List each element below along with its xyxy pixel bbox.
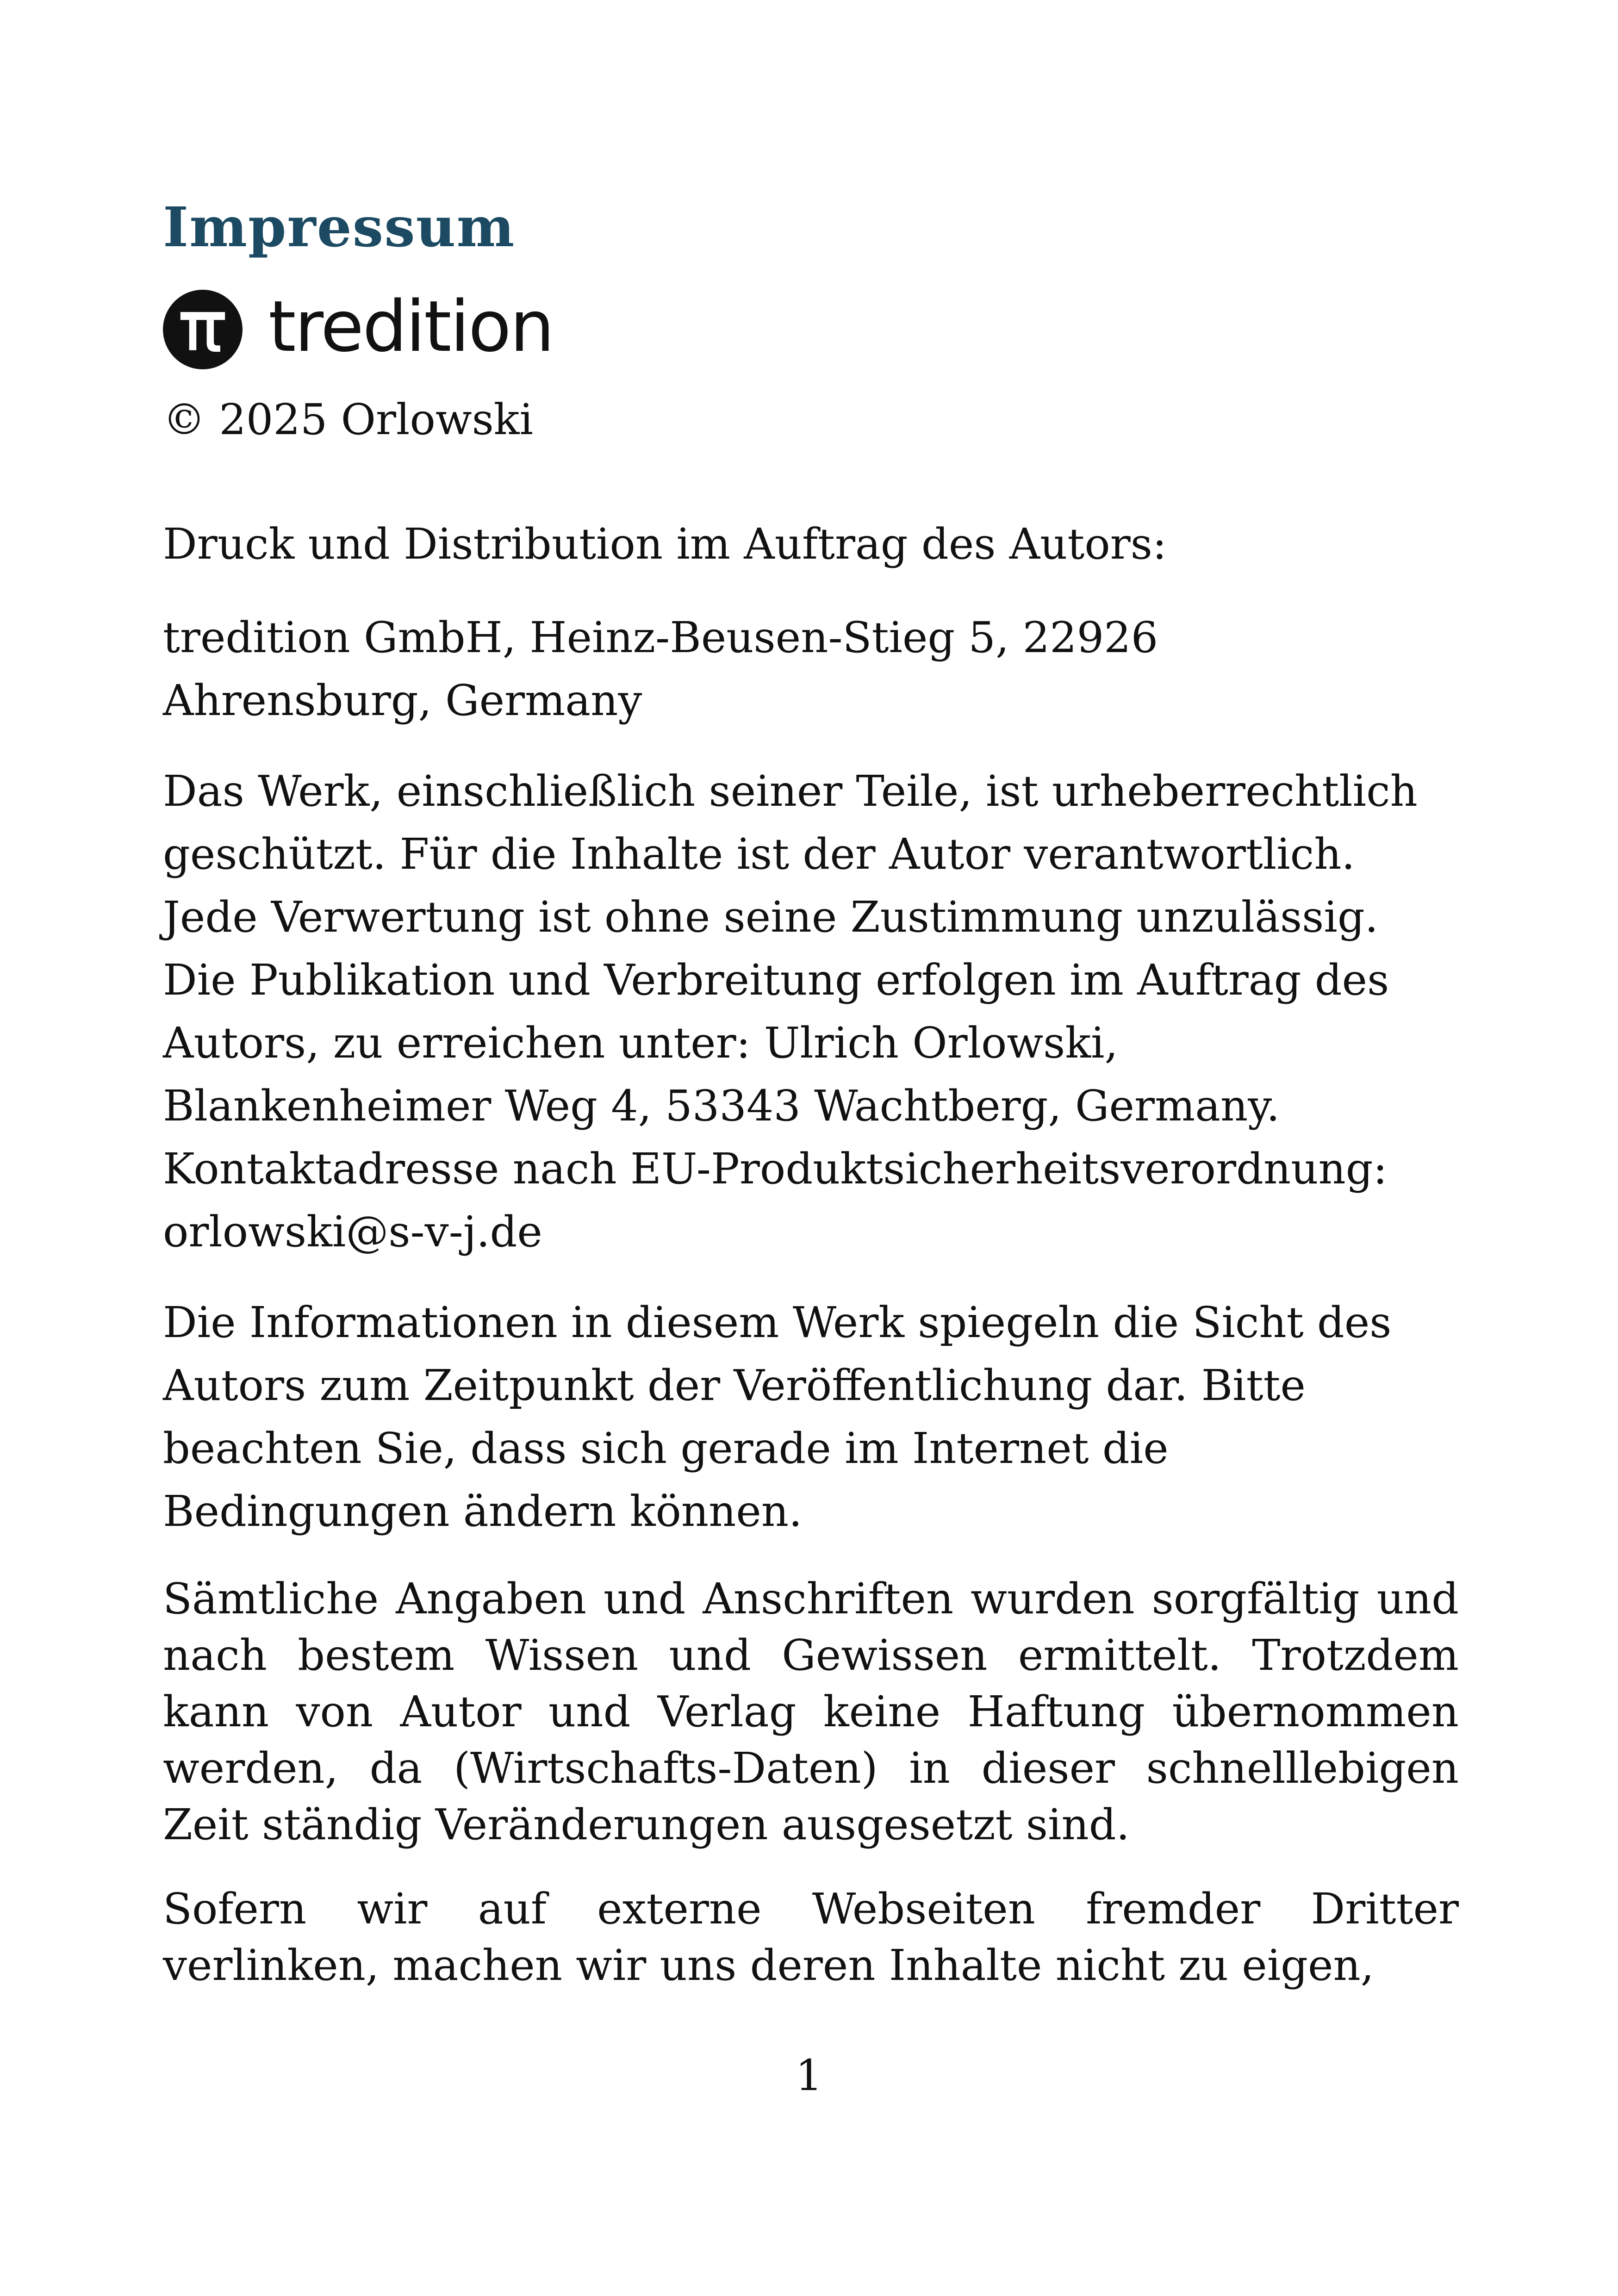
page-title: Impressum xyxy=(163,195,516,259)
tredition-logo-icon xyxy=(163,290,243,369)
text-line: Jede Verwertung ist ohne seine Zustimmung unzulässig. xyxy=(163,892,1378,942)
text-line: geschützt. Für die Inhalte ist der Autor verantwortlich. xyxy=(163,829,1355,879)
publisher-logo xyxy=(163,285,1459,371)
copyright-line: © 2025 Orlowski xyxy=(163,394,533,444)
page-number: 1 xyxy=(795,2051,823,2100)
distribution-note: Druck und Distribution im Auftrag des Autors: xyxy=(163,519,1167,569)
liability-paragraph: Sämtliche Angaben und Anschriften wurden sorgfältig und nach bestem Wissen und Gewissen ermittelt. Trotzdem kann von Autor und Verlag keine Haftung übernommen werden, da (Wirtschafts-Daten) in dieser schnelllebigen Zeit ständig Veränderungen ausgesetzt sind. xyxy=(163,1574,1459,1849)
text-line: Blankenheimer Weg 4, 53343 Wachtberg, Germany. xyxy=(163,1081,1280,1131)
text-line: Kontaktadresse nach EU-Produktsicherheitsverordnung: xyxy=(163,1144,1388,1194)
text-line: Bedingungen ändern können. xyxy=(163,1486,803,1536)
address-line: Ahrensburg, Germany xyxy=(163,675,642,725)
text-line: Die Publikation und Verbreitung erfolgen im Auftrag des xyxy=(163,955,1389,1005)
logo-wordmark: tredition xyxy=(268,285,554,367)
text-line: Autors, zu erreichen unter: Ulrich Orlowski, xyxy=(163,1018,1118,1068)
text-line: Die Informationen in diesem Werk spiegeln die Sicht des xyxy=(163,1297,1392,1347)
contact-email: orlowski@s-v-j.de xyxy=(163,1207,542,1257)
text-line: beachten Sie, dass sich gerade im Internet die xyxy=(163,1423,1169,1473)
text-line: Das Werk, einschließlich seiner Teile, ist urheberrechtlich xyxy=(163,766,1418,816)
copyright-paragraph xyxy=(163,760,1459,1263)
publisher-address xyxy=(163,606,1459,732)
information-paragraph xyxy=(163,1291,1459,1543)
external-links-paragraph: Sofern wir auf externe Webseiten fremder Dritter verlinken, machen wir uns deren Inhalte nicht zu eigen, xyxy=(163,1884,1459,1990)
text-line: Autors zum Zeitpunkt der Veröffentlichung dar. Bitte xyxy=(163,1360,1306,1410)
address-line: tredition GmbH, Heinz-Beusen-Stieg 5, 22926 xyxy=(163,612,1158,662)
impressum-page xyxy=(163,194,1459,1994)
